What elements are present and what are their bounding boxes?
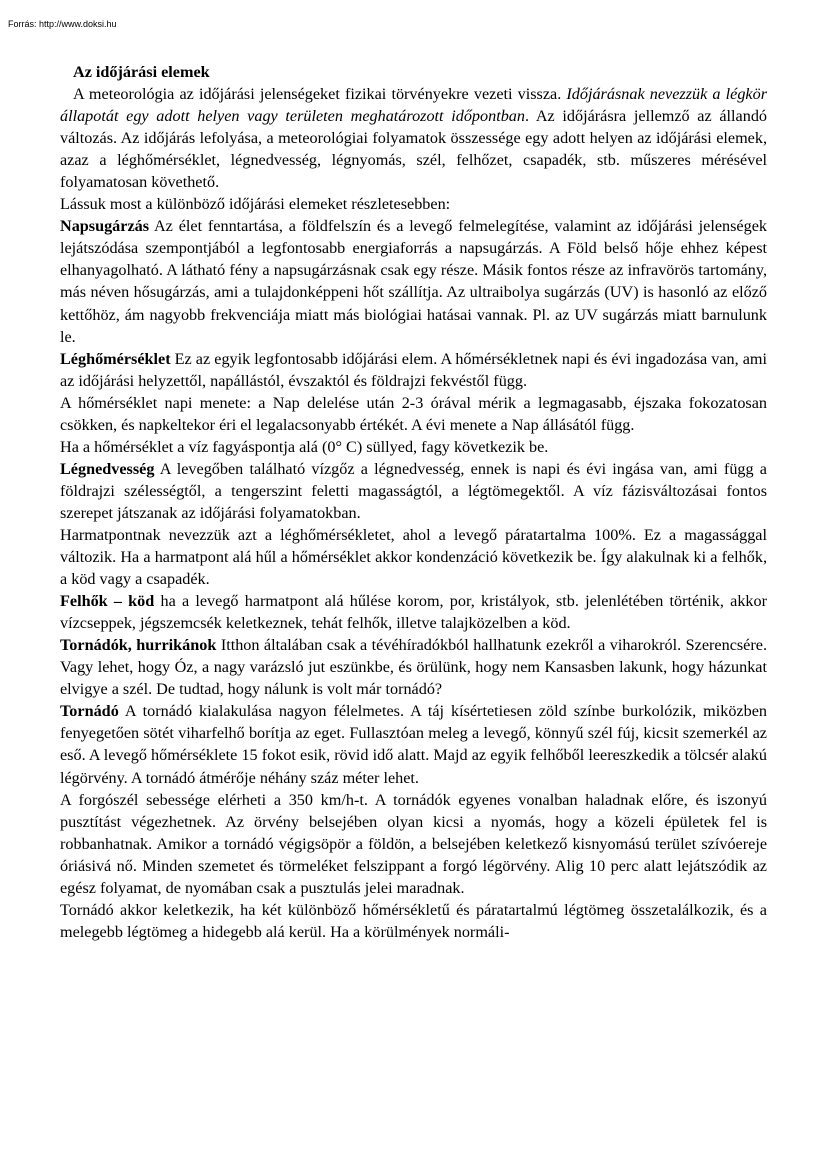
section-text: Ha a hőmérséklet a víz fagyáspontja alá (0° C) süllyed, fagy következik be.: [60, 437, 549, 456]
intro-paragraph: [60, 83, 767, 193]
section-text: A tornádó kialakulása nagyon félelmetes. A táj kísértetiesen zöld színbe burkolózik, miközben fenyegetően sötét viharfelhő borítja az eget. Fullasztóan meleg a levegő, könnyű szél fúj, kicsit szemerkél az eső. A levegő hőmérséklete 15 fokot esik, rövid idő alatt. Majd az egyik felhőből leereszkedik a tölcsér alakú légörvény. A tornádó átmérője néhány száz méter lehet.: [60, 702, 767, 787]
section-text: A levegőben található vízgőz a légnedvesség, ennek is napi és évi ingása van, ami függ a földrajzi szélességtől, a tengerszint feletti magasságtól, a légtömegektől. A víz fázisváltozásai fontos szerepet játszanak az időjárási folyamatokban.: [60, 459, 767, 522]
section-term: Felhők – köd: [60, 592, 155, 611]
section-text: Itthon általában csak a tévéhíradókból hallhatunk ezekről a viharokról. Szerencsére. Vagy lehet, hogy Óz, a nagy varázsló jut eszünkbe, és örülünk, hogy nem Kansasben lakunk, hogy házunkat elvigye a szél. De tudtad, hogy nálunk is volt már tornádó?: [60, 636, 767, 699]
section-paragraph: [60, 590, 767, 634]
source-note: Forrás: http://www.doksi.hu: [8, 19, 117, 29]
section-term: Tornádó: [60, 702, 119, 721]
section-paragraph: [60, 789, 767, 899]
section-term: Léghőmérséklet: [60, 349, 171, 368]
intro-text: A meteorológia az időjárási jelenségeket fizikai törvényekre vezeti vissza.: [73, 85, 567, 104]
page-title: Az időjárási elemek: [73, 63, 210, 81]
definition-italic: Időjárásnak nevezzük a légkör állapotát egy adott helyen vagy területen meghatározott időpontban: [60, 85, 767, 126]
section-paragraph: [60, 524, 767, 590]
section-paragraph: [60, 700, 767, 788]
section-text: Az élet fenntartása, a földfelszín és a levegő felmelegítése, valamint az időjárási jelenségek lejátszódása szempontjából a legfontosabb energiaforrás a napsugárzás. A Föld belső hője ehhez képest elhanyagolható. A látható fény a napsugárzásnak csak egy része. Másik fontos része az infravörös tartomány, más néven hősugárzás, ami a tulajdonképpeni hőt szállítja. Az ultraibolya sugárzás (UV) is hasonló az előző kettőhöz, ám nagyobb frekvenciája miatt más biológiai hatásai vannak. Pl. az UV sugárzás miatt barnulunk le.: [60, 217, 767, 346]
section-paragraph: [60, 899, 767, 943]
section-term: Tornádók, hurrikánok: [60, 636, 217, 655]
lead-paragraph: Lássuk most a különböző időjárási elemeket részletesebben:: [60, 195, 451, 214]
intro-text-end: . Az időjárásra jellemző az állandó változás. Az időjárás lefolyása, a meteorológiai folyamatok összessége egy adott helyen az időjárási elemek, azaz a léghőmérséklet, légnedvesség, légnyomás, szél, felhőzet, csapadék, stb. műszeres mérésével folyamatosan követhető.: [60, 107, 768, 192]
section-text: Ez az egyik legfontosabb időjárási elem. A hőmérsékletnek napi és évi ingadozása van, ami az időjárási helyzettől, napállástól, évszaktól és földrajzi fekvéstől függ.: [60, 349, 767, 390]
section-text: Tornádó akkor keletkezik, ha két különböző hőmérsékletű és páratartalmú légtömeg összetalálkozik, és a melegebb légtömeg a hidegebb alá kerül. Ha a körülmények normáli-: [60, 900, 767, 941]
document-body: [60, 61, 767, 943]
section-text: A forgószél sebessége elérheti a 350 km/h-t. A tornádók egyenes vonalban haladnak előre, és iszonyú pusztítást végezhetnek. Az örvény belsejében olyan kicsi a nyomás, hogy a közeli épületek fel is robbanhatnak. Amikor a tornádó végigsöpör a földön, a belsejében keletkező kisnyomású terület szívóereje óriásivá nő. Minden szemetet és törmeléket felszippant a forgó légörvény. Alig 10 perc alatt lejátszódik az egész folyamat, de nyomában csak a pusztulás jelei maradnak.: [60, 790, 767, 897]
section-text: Harmatpontnak nevezzük azt a léghőmérsékletet, ahol a levegő páratartalma 100%. Ez a magassággal változik. Ha a harmatpont alá hűl a hőmérséklet akkor kondenzáció következik be. Így alakulnak ki a felhők, a köd vagy a csapadék.: [60, 525, 767, 589]
section-term: Napsugárzás: [60, 217, 150, 236]
section-text: ha a levegő harmatpont alá hűlése korom, por, kristályok, stb. jelenlétében történik, akkor vízcseppek, jégszemcsék keletkeznek, tehát felhők, illetve talajközelben a köd.: [60, 592, 767, 633]
section-term: Légnedvesség: [60, 459, 155, 478]
section-paragraph: [60, 436, 767, 458]
section-paragraph: [60, 392, 767, 436]
section-text: A hőmérséklet napi menete: a Nap delelése után 2-3 órával mérik a legmagasabb, éjszaka fokozatosan csökken, és napkeltekor éri el legalacsonyabb értékét. A évi menete a Nap állásától függ.: [60, 393, 767, 434]
section-paragraph: [60, 458, 767, 524]
section-paragraph: [60, 634, 767, 700]
section-paragraph: [60, 348, 767, 392]
section-paragraph: [60, 215, 767, 347]
